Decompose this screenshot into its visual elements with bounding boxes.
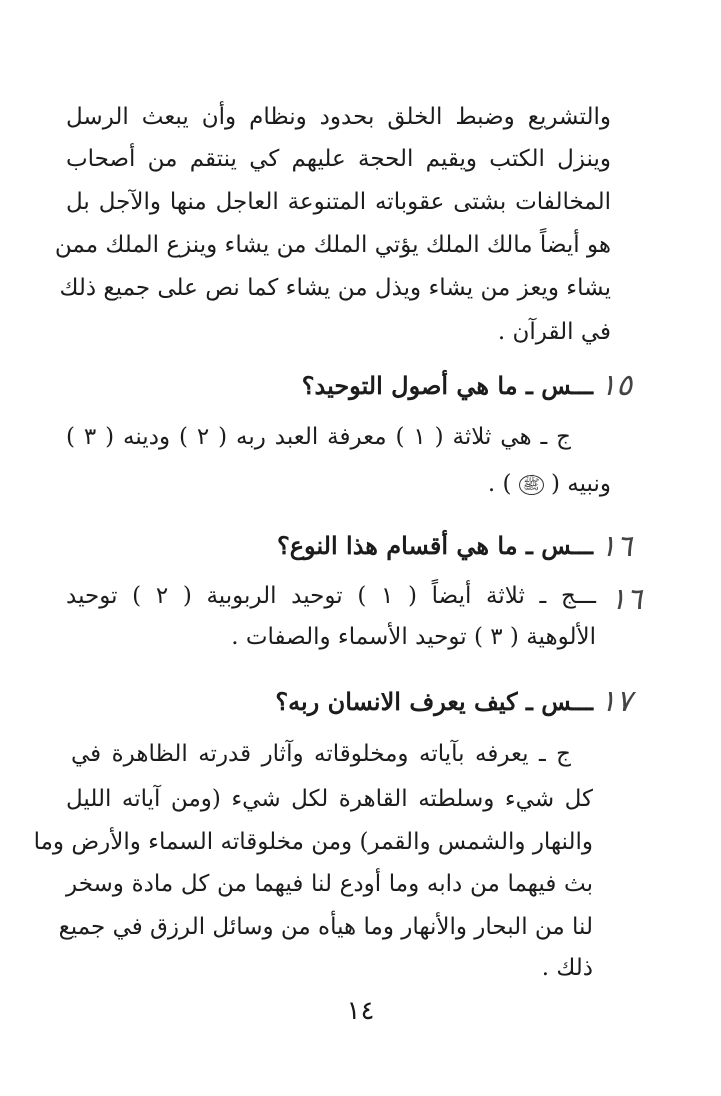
answer-text: ) . bbox=[487, 471, 512, 497]
handwritten-number: ١٧ bbox=[600, 684, 633, 719]
answer-text: ونبيه ( bbox=[550, 471, 611, 497]
answer-line bbox=[488, 468, 611, 500]
question-heading: ـــس ـ ما هي أقسام هذا النوع؟ bbox=[276, 531, 593, 560]
answer-line: ذلك . bbox=[541, 955, 593, 981]
intro-line: هو أيضاً مالك الملك يؤتي الملك من يشاء وينزع الملك ممن bbox=[54, 232, 611, 258]
question-heading: ـــس ـ ما هي أصول التوحيد؟ bbox=[301, 371, 593, 400]
answer-line: بث فيهما من دابه وما أودع لنا فيهما من كل مادة وسخر bbox=[66, 871, 593, 897]
handwritten-number: ١٥ bbox=[600, 368, 633, 403]
answer-line: لنا من البحار والأنهار وما هيأه من وسائل الرزق في جميع bbox=[58, 914, 593, 940]
handwritten-number: ١٦ bbox=[600, 529, 633, 564]
answer-line: الألوهية ( ٣ ) توحيد الأسماء والصفات . bbox=[231, 624, 596, 650]
salutation-mark: ﷺ bbox=[519, 475, 544, 495]
answer-line: ج ـ يعرفه بآياته ومخلوقاته وآثار قدرته الظاهرة في bbox=[71, 741, 571, 767]
intro-line: يشاء ويعز من يشاء ويذل من يشاء كما نص على جميع ذلك bbox=[59, 275, 611, 301]
answer-line: ـــج ـ ثلاثة أيضاً ( ١ ) توحيد الربوبية ( ٢ ) توحيد bbox=[66, 583, 597, 609]
answer-line: ج ـ هي ثلاثة ( ١ ) معرفة العبد ربه ( ٢ ) ودينه ( ٣ ) bbox=[66, 424, 571, 450]
intro-line: المخالفات بشتى عقوباته المتنوعة العاجل منها والآجل بل bbox=[66, 189, 611, 215]
question-heading: ـــس ـ كيف يعرف الانسان ربه؟ bbox=[275, 687, 593, 716]
intro-line: في القرآن . bbox=[497, 319, 611, 345]
intro-line: وينزل الكتب ويقيم الحجة عليهم كي ينتقم من أصحاب bbox=[66, 146, 611, 172]
handwritten-number: ١٦ bbox=[610, 582, 643, 617]
intro-line: والتشريع وضبط الخلق بحدود ونظام وأن يبعث الرسل bbox=[66, 104, 611, 130]
answer-line: كل شيء وسلطته القاهرة لكل شيء (ومن آياته الليل bbox=[66, 786, 593, 812]
page-number: ١٤ bbox=[346, 996, 375, 1026]
answer-line: والنهار والشمس والقمر) ومن مخلوقاته السماء والأرض وما bbox=[33, 829, 593, 855]
